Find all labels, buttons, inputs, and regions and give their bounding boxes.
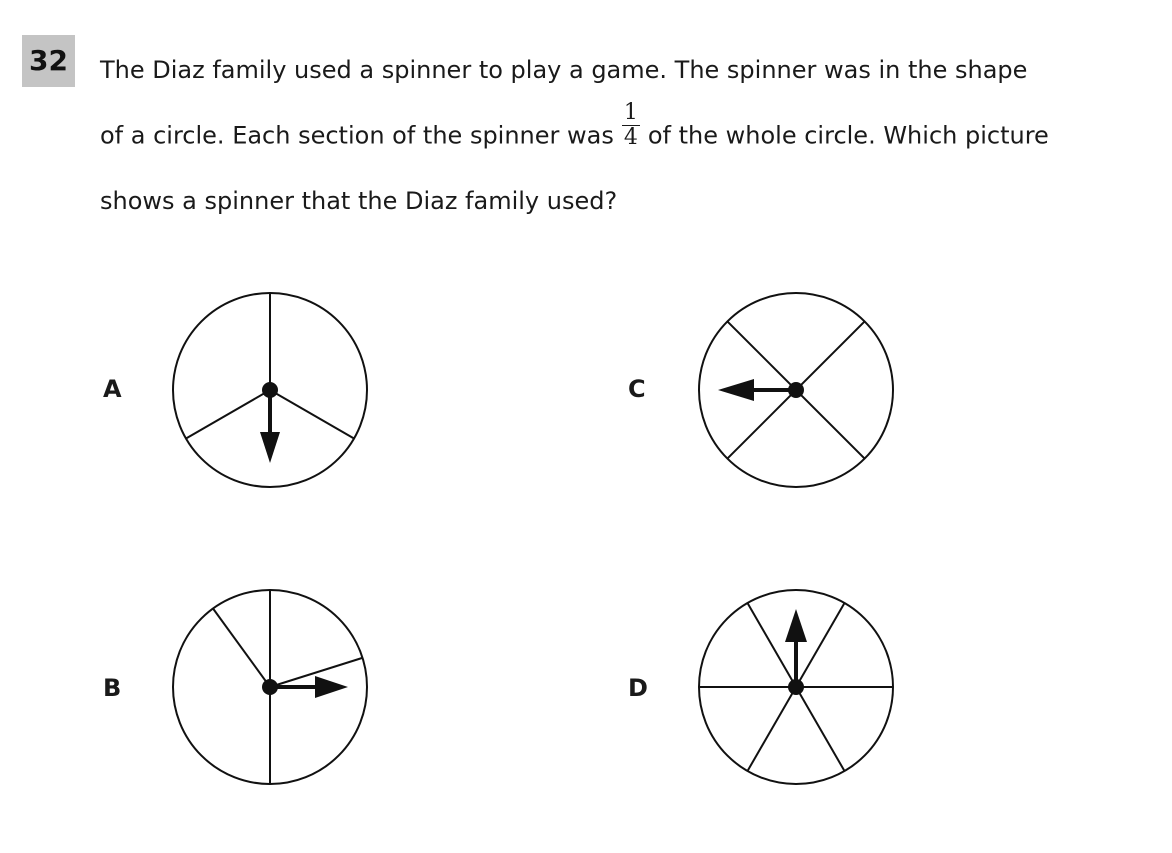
- fraction-denominator: 4: [623, 125, 638, 150]
- question-text-line-2: [100, 100, 1049, 154]
- spinner-d-pivot: [788, 679, 804, 695]
- fraction-one-fourth: [622, 101, 640, 150]
- option-d-label[interactable]: D: [628, 674, 648, 702]
- spinner-a-arrowhead: [260, 432, 280, 463]
- spinner-c-icon[interactable]: [696, 290, 896, 490]
- spinner-a-divider: [270, 390, 354, 439]
- spinner-d-arrowhead: [785, 609, 807, 642]
- spinner-c-pivot: [788, 382, 804, 398]
- question-text-line-1: The Diaz family used a spinner to play a game. The spinner was in the shape: [100, 56, 1028, 84]
- spinner-b-divider: [213, 609, 270, 688]
- spinner-b-arrowhead: [315, 676, 348, 698]
- fraction-numerator: 1: [623, 100, 638, 125]
- question-text-line-2-start: of a circle. Each section of the spinner was: [100, 121, 614, 150]
- question-text-line-2-end: of the whole circle. Which picture: [647, 121, 1049, 150]
- spinner-a-pivot: [262, 382, 278, 398]
- option-b-label[interactable]: B: [103, 674, 122, 702]
- spinner-a-icon[interactable]: [170, 290, 370, 490]
- question-text-line-3: shows a spinner that the Diaz family used?: [100, 187, 618, 215]
- spinner-c-arrowhead: [718, 379, 754, 401]
- spinner-a-divider: [186, 390, 270, 439]
- spinner-d-icon[interactable]: [696, 587, 896, 787]
- question-number: 32: [22, 35, 75, 87]
- option-c-label[interactable]: C: [628, 375, 646, 403]
- spinner-b-pivot: [262, 679, 278, 695]
- option-a-label[interactable]: A: [103, 375, 122, 403]
- spinner-b-icon[interactable]: [170, 587, 370, 787]
